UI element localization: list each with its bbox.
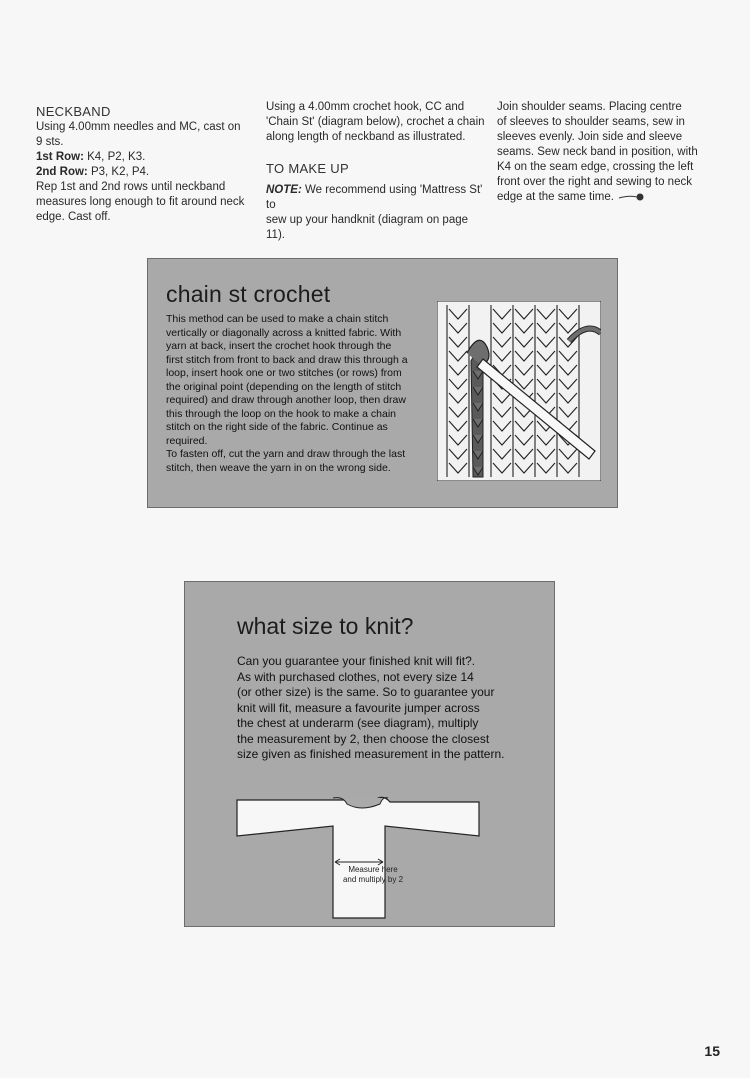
assembly-line: of sleeves to shoulder seams, sew in (497, 116, 685, 128)
chain-stitch-body (166, 313, 428, 475)
row-2-text: P3, K2, P4. (87, 166, 150, 178)
chain-line: the original point (depending on the length of stitch (166, 380, 402, 393)
crochet-line: 'Chain St' (diagram below), crochet a chain (266, 116, 485, 128)
note-line-2: sew up your handknit (diagram on page 11). (266, 214, 469, 241)
rep-line: Rep 1st and 2nd rows until neckband (36, 181, 226, 193)
chain-stitch-box (147, 258, 618, 508)
row-2 (36, 165, 251, 180)
assembly-line: K4 on the seam edge, crossing the left (497, 161, 694, 173)
chain-line: vertically or diagonally across a knitted fabric. With (166, 326, 402, 339)
chain-line: stitch on the right side of the fabric. Continue as (166, 421, 388, 433)
size-line: size given as finished measurement in the pattern. (237, 747, 505, 761)
rep-line: edge. Cast off. (36, 211, 111, 223)
note-line (266, 183, 486, 213)
row-2-label: 2nd Row: (36, 166, 88, 178)
size-line: the measurement by 2, then choose the closest (237, 731, 490, 746)
crochet-line: along length of neckband as illustrated. (266, 131, 466, 143)
size-line: knit will fit, measure a favourite jumper across (237, 700, 480, 715)
chain-line: stitch, then weave the yarn in on the wrong side. (166, 461, 391, 474)
assembly-line-text: edge at the same time. (497, 191, 614, 203)
note-label: NOTE: (266, 184, 302, 196)
assembly-line: front over the right and sewing to neck (497, 176, 692, 188)
make-up-heading: TO MAKE UP (266, 161, 349, 176)
note-text: We recommend using 'Mattress St' to (266, 184, 483, 211)
size-guide-body (237, 654, 537, 763)
size-line: the chest at underarm (see diagram), multiply (237, 716, 479, 730)
assembly-line: seams. Sew neck band in position, with (497, 146, 698, 158)
chain-stitch-title: chain st crochet (166, 281, 331, 307)
crochet-and-makeup-section (266, 100, 486, 243)
measure-label-line-1: Measure here (348, 865, 398, 874)
needle-end-icon (617, 191, 645, 203)
assembly-section (497, 100, 712, 205)
measure-label-line-2: and multiply by 2 (342, 875, 404, 884)
chain-line: This method can be used to make a chain stitch (166, 313, 389, 325)
chain-line: first stitch from front to back and draw this through a (166, 353, 408, 366)
neckband-line: 9 sts. (36, 136, 64, 148)
row-1 (36, 150, 251, 165)
assembly-line: sleeves evenly. Join side and sleeve (497, 131, 683, 143)
size-line: As with purchased clothes, not every size 14 (237, 669, 474, 684)
chain-line: required) and draw through another loop, then draw (166, 394, 406, 406)
chain-line: this through the loop on the hook to make a chain (166, 407, 396, 420)
crochet-line: Using a 4.00mm crochet hook, CC and (266, 101, 465, 113)
page-number: 15 (704, 1043, 720, 1059)
chain-line: To fasten off, cut the yarn and draw through the last (166, 448, 406, 460)
sweater-diagram (235, 794, 480, 919)
neckband-heading: NECKBAND (36, 104, 111, 119)
row-1-label: 1st Row: (36, 151, 84, 163)
row-1-text: K4, P2, K3. (83, 151, 146, 163)
chain-line: loop, insert hook one or two stitches (or rows) from (166, 367, 402, 379)
chain-line: required. (166, 434, 208, 447)
neckband-line: Using 4.00mm needles and MC, cast on (36, 121, 241, 133)
measure-label (333, 865, 413, 885)
neckband-section (36, 100, 251, 225)
assembly-line-last (497, 190, 712, 205)
size-line: Can you guarantee your finished knit will fit?. (237, 654, 476, 668)
size-guide-box (184, 581, 555, 927)
assembly-line: Join shoulder seams. Placing centre (497, 101, 682, 113)
size-guide-title: what size to knit? (237, 613, 414, 639)
size-line: (or other size) is the same. So to guarantee your (237, 685, 495, 699)
crochet-diagram-illustration (437, 301, 601, 481)
chain-line: yarn at back, insert the crochet hook through the (166, 340, 392, 352)
rep-line: measures long enough to fit around neck (36, 196, 245, 208)
